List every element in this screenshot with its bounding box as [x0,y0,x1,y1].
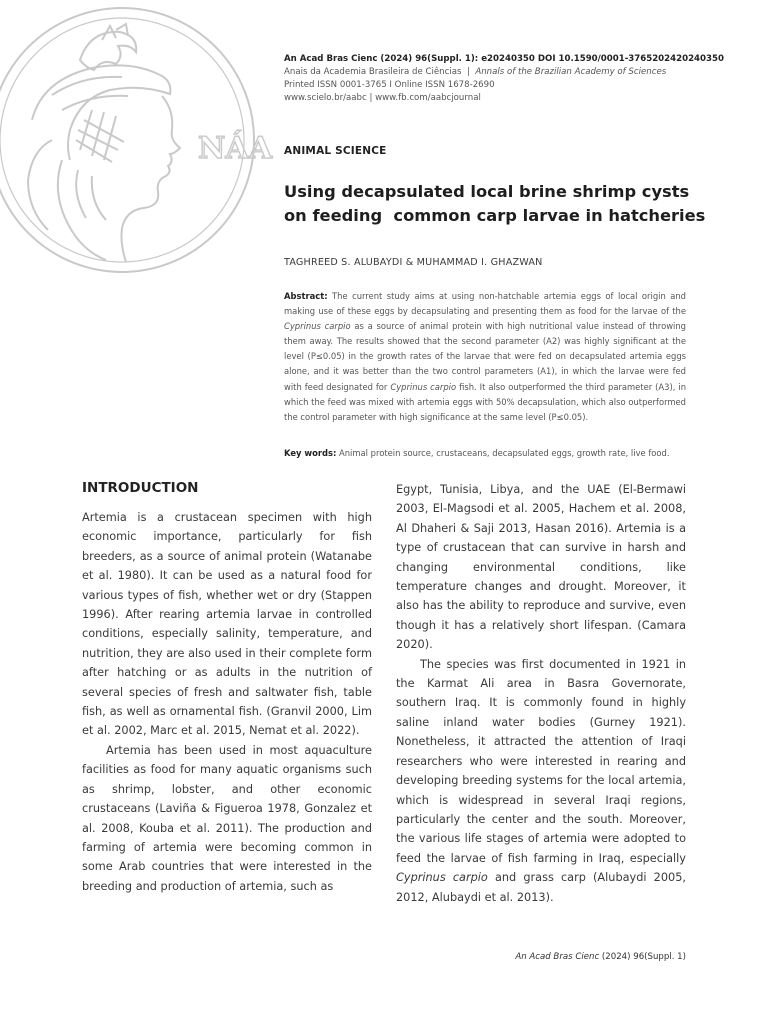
authors: TAGHREED S. ALUBAYDI & MUHAMMAD I. GHAZWAN [284,257,543,268]
intro-paragraph-3: Egypt, Tunisia, Libya, and the UAE (El-Bermawi 2003, El-Magsodi et al. 2005, Hachem et al. 2008, Al Dhaheri & Saji 2013, Hasan 2016). Artemia is a type of crustacean that can survive in harsh and changing environmental conditions, like temperature changes and drought. Moreover, it also has the ability to reproduce and survive, even though it has a relatively short lifespan. (Camara 2020). [396,483,686,652]
article-title [284,180,724,228]
footer-journal: An Acad Bras Cienc [515,952,600,962]
links-line[interactable]: www.scielo.br/aabc | www.fb.com/aabcjournal [284,93,481,103]
footer-issue: (2024) 96(Suppl. 1) [599,952,686,962]
keywords-text: Animal protein source, crustaceans, decapsulated eggs, growth rate, live food. [336,448,670,458]
introduction-heading: INTRODUCTION [82,480,199,496]
abstract-text-2: as a source of animal protein with high nutritional value instead of throwing them away. The results showed that the second parameter (A2) was highly significant at the level (P≤0.05) in the growth rates of the larvae that were fed on decapsulated artemia eggs alone, and it was better than the two control parameters (A1), in which the larvae were fed with feed designated for [284,321,686,392]
intro-paragraph-4-text-a: The species was first documented in 1921 in the Karmat Ali area in Basra Governorate, southern Iraq. It is commonly found in highly saline inland water bodies (Gurney 1921). Nonetheless, it attracted the attention of Iraqi researchers who were interested in rearing and developing breeding systems for the local artemia, which is widespread in several Iraqi regions, particularly the center and the south. Moreover, the various life stages of artemia were adopted to feed the larvae of fish farming in Iraq, especially [396,657,686,865]
abstract-label: Abstract: [284,291,328,301]
keywords [284,446,704,460]
intro-paragraph-4 [396,655,686,907]
journal-name-pt: Anais da Academia Brasileira de Ciências [284,67,462,77]
abstract-species-2: Cyprinus carpio [390,381,457,392]
journal-name-line [284,66,724,79]
intro-paragraph-4-species: Cyprinus carpio [396,871,488,885]
abstract-text-1: The current study aims at using non-hatchable artemia eggs of local origin and making use of these eggs by decapsulating and presenting them as food for the larvae of the [284,291,686,317]
title-line-2: on feeding common carp larvae in hatcheries [284,206,706,225]
body-column-right [396,480,686,907]
seal-monogram: NÁA [198,131,272,166]
journal-name-en: Annals of the Brazilian Academy of Sciences [475,67,667,77]
abstract-species-1: Cyprinus carpio [284,321,351,332]
journal-separator: | [466,67,470,77]
title-line-1: Using decapsulated local brine shrimp cysts [284,182,690,201]
abstract-text-3: fish. It also outperformed the third parameter (A3), in which the feed was mixed with artemia eggs with 50% decapsulation, which also outperformed the control parameter with high significance at the same level (P≤0.05). [284,381,687,422]
abstract [284,289,686,425]
academy-seal-logo [0,0,272,300]
citation-line: An Acad Bras Cienc (2024) 96(Suppl. 1): e20240350 DOI 10.1590/0001-3765202420240350 [284,54,724,64]
journal-header [284,53,724,105]
page-footer [480,952,686,962]
intro-paragraph-2: Artemia has been used in most aquaculture facilities as food for many aquatic organisms such as shrimp, lobster, and other economic crustaceans (Laviña & Figueroa 1978, Gonzalez et al. 2008, Kouba et al. 2011). The production and farming of artemia were becoming common in some Arab countries that were interested in the breeding and production of artemia, such as [82,743,372,893]
section-label: ANIMAL SCIENCE [284,145,387,157]
keywords-label: Key words: [284,448,337,458]
issn-line: Printed ISSN 0001-3765 I Online ISSN 1678-2690 [284,80,495,90]
intro-paragraph-4-text-b: and grass carp (Alubaydi 2005, 2012, Alubaydi et al. 2013). [396,871,687,904]
intro-paragraph-1: Artemia is a crustacean specimen with high economic importance, particularly for fish breeders, as a source of animal protein (Watanabe et al. 1980). It can be used as a natural food for various types of fish, whether wet or dry (Stappen 1996). After rearing artemia larvae in controlled conditions, especially salinity, temperature, and nutrition, they are also used in their complete form after hatching or as adults in the nutrition of several species of fresh and saltwater fish, table fish, as well as ornamental fish. (Granvil 2000, Lim et al. 2002, Marc et al. 2015, Nemat et al. 2022). [82,511,372,738]
body-column-left [82,508,372,896]
